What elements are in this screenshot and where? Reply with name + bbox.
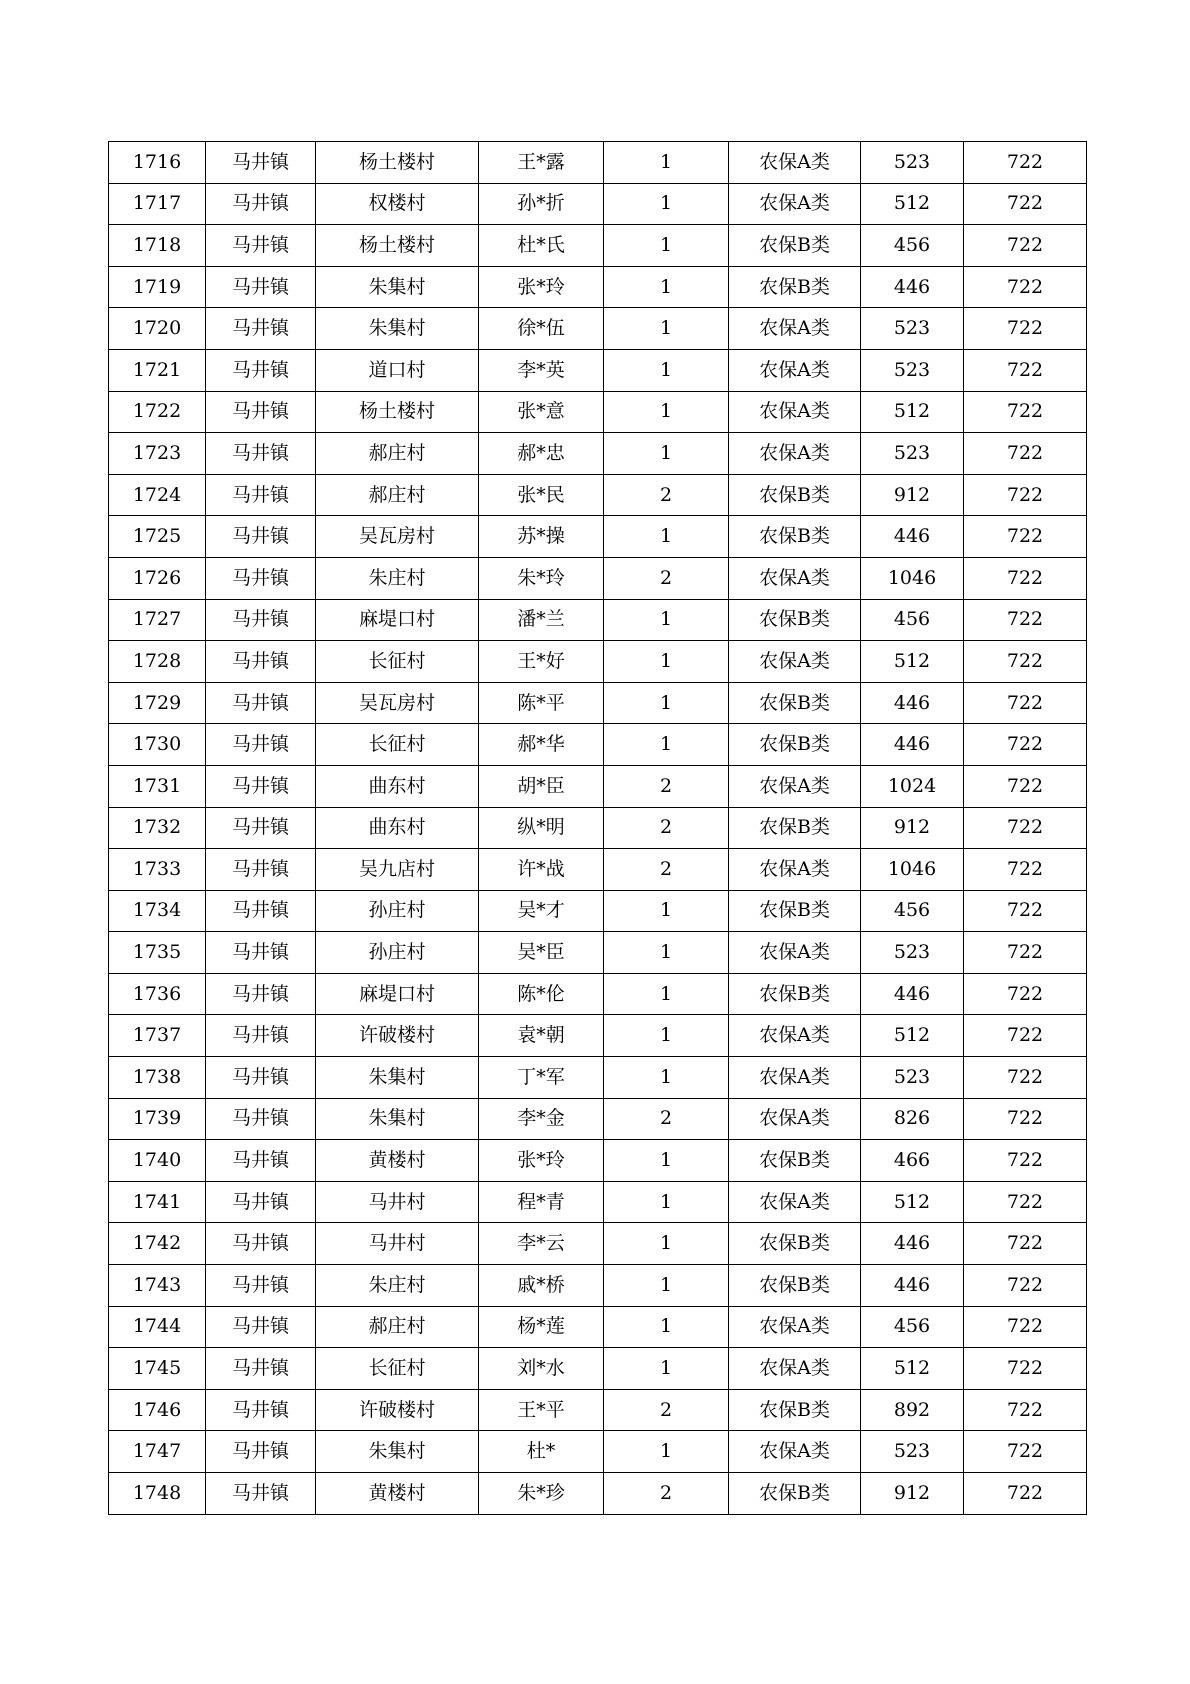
standard-cell: 722 xyxy=(964,1431,1087,1473)
amount-cell: 446 xyxy=(861,266,964,308)
village-cell: 长征村 xyxy=(316,724,479,766)
standard-cell: 722 xyxy=(964,890,1087,932)
village-cell: 朱庄村 xyxy=(316,1265,479,1307)
standard-cell: 722 xyxy=(964,599,1087,641)
name-cell: 李*英 xyxy=(479,349,604,391)
amount-cell: 446 xyxy=(861,682,964,724)
table-row xyxy=(109,266,1087,308)
standard-cell: 722 xyxy=(964,142,1087,184)
row-number-cell: 1735 xyxy=(109,932,206,974)
table-row xyxy=(109,1473,1087,1515)
category-cell: 农保A类 xyxy=(729,1098,861,1140)
town-cell: 马井镇 xyxy=(206,1473,316,1515)
row-number-cell: 1739 xyxy=(109,1098,206,1140)
standard-cell: 722 xyxy=(964,1181,1087,1223)
town-cell: 马井镇 xyxy=(206,765,316,807)
amount-cell: 512 xyxy=(861,391,964,433)
standard-cell: 722 xyxy=(964,1223,1087,1265)
standard-cell: 722 xyxy=(964,1473,1087,1515)
town-cell: 马井镇 xyxy=(206,308,316,350)
name-cell: 胡*臣 xyxy=(479,765,604,807)
row-number-cell: 1725 xyxy=(109,516,206,558)
row-number-cell: 1747 xyxy=(109,1431,206,1473)
amount-cell: 456 xyxy=(861,1306,964,1348)
village-cell: 长征村 xyxy=(316,641,479,683)
name-cell: 张*玲 xyxy=(479,266,604,308)
amount-cell: 912 xyxy=(861,474,964,516)
row-number-cell: 1742 xyxy=(109,1223,206,1265)
count-cell: 1 xyxy=(604,225,729,267)
amount-cell: 912 xyxy=(861,807,964,849)
amount-cell: 523 xyxy=(861,1431,964,1473)
village-cell: 杨土楼村 xyxy=(316,142,479,184)
name-cell: 潘*兰 xyxy=(479,599,604,641)
name-cell: 张*民 xyxy=(479,474,604,516)
count-cell: 1 xyxy=(604,1057,729,1099)
village-cell: 曲东村 xyxy=(316,765,479,807)
name-cell: 孙*折 xyxy=(479,183,604,225)
amount-cell: 523 xyxy=(861,142,964,184)
town-cell: 马井镇 xyxy=(206,557,316,599)
amount-cell: 456 xyxy=(861,890,964,932)
roster-table xyxy=(108,141,1087,1515)
table-row xyxy=(109,349,1087,391)
name-cell: 吴*才 xyxy=(479,890,604,932)
category-cell: 农保A类 xyxy=(729,391,861,433)
amount-cell: 1046 xyxy=(861,557,964,599)
table-row xyxy=(109,807,1087,849)
row-number-cell: 1723 xyxy=(109,433,206,475)
count-cell: 1 xyxy=(604,1015,729,1057)
village-cell: 麻堤口村 xyxy=(316,599,479,641)
village-cell: 朱庄村 xyxy=(316,557,479,599)
category-cell: 农保B类 xyxy=(729,225,861,267)
village-cell: 曲东村 xyxy=(316,807,479,849)
table-row xyxy=(109,1098,1087,1140)
name-cell: 李*云 xyxy=(479,1223,604,1265)
amount-cell: 456 xyxy=(861,225,964,267)
row-number-cell: 1728 xyxy=(109,641,206,683)
name-cell: 许*战 xyxy=(479,849,604,891)
row-number-cell: 1736 xyxy=(109,973,206,1015)
category-cell: 农保B类 xyxy=(729,682,861,724)
count-cell: 1 xyxy=(604,641,729,683)
name-cell: 杜* xyxy=(479,1431,604,1473)
standard-cell: 722 xyxy=(964,474,1087,516)
table-row xyxy=(109,973,1087,1015)
count-cell: 1 xyxy=(604,932,729,974)
town-cell: 马井镇 xyxy=(206,1223,316,1265)
category-cell: 农保A类 xyxy=(729,1057,861,1099)
table-row xyxy=(109,765,1087,807)
town-cell: 马井镇 xyxy=(206,433,316,475)
amount-cell: 523 xyxy=(861,433,964,475)
category-cell: 农保B类 xyxy=(729,973,861,1015)
category-cell: 农保B类 xyxy=(729,1265,861,1307)
category-cell: 农保B类 xyxy=(729,807,861,849)
amount-cell: 446 xyxy=(861,516,964,558)
name-cell: 吴*臣 xyxy=(479,932,604,974)
amount-cell: 456 xyxy=(861,599,964,641)
category-cell: 农保A类 xyxy=(729,142,861,184)
amount-cell: 523 xyxy=(861,1057,964,1099)
town-cell: 马井镇 xyxy=(206,807,316,849)
name-cell: 王*好 xyxy=(479,641,604,683)
count-cell: 1 xyxy=(604,1223,729,1265)
count-cell: 1 xyxy=(604,599,729,641)
village-cell: 朱集村 xyxy=(316,308,479,350)
village-cell: 朱集村 xyxy=(316,266,479,308)
row-number-cell: 1738 xyxy=(109,1057,206,1099)
village-cell: 孙庄村 xyxy=(316,890,479,932)
village-cell: 许破楼村 xyxy=(316,1389,479,1431)
count-cell: 1 xyxy=(604,433,729,475)
town-cell: 马井镇 xyxy=(206,849,316,891)
category-cell: 农保A类 xyxy=(729,765,861,807)
amount-cell: 523 xyxy=(861,932,964,974)
table-row xyxy=(109,932,1087,974)
town-cell: 马井镇 xyxy=(206,1015,316,1057)
table-row xyxy=(109,433,1087,475)
count-cell: 1 xyxy=(604,391,729,433)
standard-cell: 722 xyxy=(964,1098,1087,1140)
town-cell: 马井镇 xyxy=(206,682,316,724)
standard-cell: 722 xyxy=(964,1057,1087,1099)
village-cell: 郝庄村 xyxy=(316,1306,479,1348)
category-cell: 农保A类 xyxy=(729,641,861,683)
row-number-cell: 1740 xyxy=(109,1140,206,1182)
standard-cell: 722 xyxy=(964,183,1087,225)
category-cell: 农保A类 xyxy=(729,1431,861,1473)
row-number-cell: 1731 xyxy=(109,765,206,807)
village-cell: 麻堤口村 xyxy=(316,973,479,1015)
count-cell: 1 xyxy=(604,1306,729,1348)
table-row xyxy=(109,724,1087,766)
table-row xyxy=(109,1140,1087,1182)
village-cell: 杨土楼村 xyxy=(316,225,479,267)
count-cell: 1 xyxy=(604,1348,729,1390)
village-cell: 杨土楼村 xyxy=(316,391,479,433)
standard-cell: 722 xyxy=(964,266,1087,308)
standard-cell: 722 xyxy=(964,765,1087,807)
town-cell: 马井镇 xyxy=(206,516,316,558)
row-number-cell: 1745 xyxy=(109,1348,206,1390)
table-row xyxy=(109,1306,1087,1348)
category-cell: 农保B类 xyxy=(729,890,861,932)
name-cell: 苏*操 xyxy=(479,516,604,558)
table-row xyxy=(109,1015,1087,1057)
row-number-cell: 1732 xyxy=(109,807,206,849)
amount-cell: 446 xyxy=(861,1265,964,1307)
amount-cell: 446 xyxy=(861,724,964,766)
village-cell: 马井村 xyxy=(316,1181,479,1223)
table-body xyxy=(109,142,1087,1515)
standard-cell: 722 xyxy=(964,807,1087,849)
town-cell: 马井镇 xyxy=(206,1389,316,1431)
count-cell: 1 xyxy=(604,1265,729,1307)
standard-cell: 722 xyxy=(964,1348,1087,1390)
row-number-cell: 1722 xyxy=(109,391,206,433)
table-row xyxy=(109,516,1087,558)
category-cell: 农保A类 xyxy=(729,1015,861,1057)
village-cell: 马井村 xyxy=(316,1223,479,1265)
name-cell: 丁*军 xyxy=(479,1057,604,1099)
name-cell: 郝*华 xyxy=(479,724,604,766)
name-cell: 杜*氏 xyxy=(479,225,604,267)
table-row xyxy=(109,308,1087,350)
standard-cell: 722 xyxy=(964,641,1087,683)
count-cell: 2 xyxy=(604,765,729,807)
count-cell: 1 xyxy=(604,183,729,225)
town-cell: 马井镇 xyxy=(206,142,316,184)
standard-cell: 722 xyxy=(964,932,1087,974)
category-cell: 农保A类 xyxy=(729,433,861,475)
standard-cell: 722 xyxy=(964,557,1087,599)
count-cell: 2 xyxy=(604,474,729,516)
village-cell: 吴瓦房村 xyxy=(316,682,479,724)
name-cell: 王*平 xyxy=(479,1389,604,1431)
table-row xyxy=(109,1265,1087,1307)
table-row xyxy=(109,641,1087,683)
count-cell: 2 xyxy=(604,557,729,599)
town-cell: 马井镇 xyxy=(206,1181,316,1223)
village-cell: 郝庄村 xyxy=(316,433,479,475)
village-cell: 朱集村 xyxy=(316,1431,479,1473)
name-cell: 朱*玲 xyxy=(479,557,604,599)
row-number-cell: 1730 xyxy=(109,724,206,766)
row-number-cell: 1729 xyxy=(109,682,206,724)
town-cell: 马井镇 xyxy=(206,932,316,974)
town-cell: 马井镇 xyxy=(206,1140,316,1182)
category-cell: 农保A类 xyxy=(729,183,861,225)
standard-cell: 722 xyxy=(964,724,1087,766)
standard-cell: 722 xyxy=(964,225,1087,267)
name-cell: 徐*伍 xyxy=(479,308,604,350)
standard-cell: 722 xyxy=(964,308,1087,350)
row-number-cell: 1716 xyxy=(109,142,206,184)
amount-cell: 523 xyxy=(861,308,964,350)
count-cell: 1 xyxy=(604,308,729,350)
count-cell: 2 xyxy=(604,807,729,849)
name-cell: 王*露 xyxy=(479,142,604,184)
table-row xyxy=(109,1348,1087,1390)
count-cell: 1 xyxy=(604,1140,729,1182)
standard-cell: 722 xyxy=(964,516,1087,558)
name-cell: 郝*忠 xyxy=(479,433,604,475)
category-cell: 农保A类 xyxy=(729,349,861,391)
category-cell: 农保B类 xyxy=(729,474,861,516)
row-number-cell: 1744 xyxy=(109,1306,206,1348)
category-cell: 农保A类 xyxy=(729,1306,861,1348)
row-number-cell: 1727 xyxy=(109,599,206,641)
category-cell: 农保B类 xyxy=(729,516,861,558)
standard-cell: 722 xyxy=(964,1389,1087,1431)
count-cell: 1 xyxy=(604,349,729,391)
town-cell: 马井镇 xyxy=(206,1057,316,1099)
table-row xyxy=(109,474,1087,516)
table-row xyxy=(109,183,1087,225)
category-cell: 农保B类 xyxy=(729,599,861,641)
row-number-cell: 1737 xyxy=(109,1015,206,1057)
standard-cell: 722 xyxy=(964,682,1087,724)
amount-cell: 826 xyxy=(861,1098,964,1140)
amount-cell: 523 xyxy=(861,349,964,391)
table-row xyxy=(109,1181,1087,1223)
table-row xyxy=(109,849,1087,891)
amount-cell: 892 xyxy=(861,1389,964,1431)
standard-cell: 722 xyxy=(964,349,1087,391)
town-cell: 马井镇 xyxy=(206,225,316,267)
count-cell: 2 xyxy=(604,1098,729,1140)
category-cell: 农保A类 xyxy=(729,849,861,891)
table-row xyxy=(109,890,1087,932)
standard-cell: 722 xyxy=(964,1140,1087,1182)
name-cell: 戚*桥 xyxy=(479,1265,604,1307)
village-cell: 道口村 xyxy=(316,349,479,391)
standard-cell: 722 xyxy=(964,1306,1087,1348)
town-cell: 马井镇 xyxy=(206,1306,316,1348)
amount-cell: 1046 xyxy=(861,849,964,891)
row-number-cell: 1720 xyxy=(109,308,206,350)
town-cell: 马井镇 xyxy=(206,1431,316,1473)
standard-cell: 722 xyxy=(964,391,1087,433)
table-row xyxy=(109,1431,1087,1473)
row-number-cell: 1733 xyxy=(109,849,206,891)
amount-cell: 912 xyxy=(861,1473,964,1515)
count-cell: 1 xyxy=(604,973,729,1015)
row-number-cell: 1719 xyxy=(109,266,206,308)
row-number-cell: 1748 xyxy=(109,1473,206,1515)
amount-cell: 446 xyxy=(861,1223,964,1265)
row-number-cell: 1746 xyxy=(109,1389,206,1431)
village-cell: 黄楼村 xyxy=(316,1140,479,1182)
village-cell: 郝庄村 xyxy=(316,474,479,516)
amount-cell: 446 xyxy=(861,973,964,1015)
row-number-cell: 1734 xyxy=(109,890,206,932)
table-row xyxy=(109,225,1087,267)
standard-cell: 722 xyxy=(964,1015,1087,1057)
row-number-cell: 1721 xyxy=(109,349,206,391)
village-cell: 孙庄村 xyxy=(316,932,479,974)
name-cell: 朱*珍 xyxy=(479,1473,604,1515)
count-cell: 1 xyxy=(604,516,729,558)
town-cell: 马井镇 xyxy=(206,724,316,766)
village-cell: 许破楼村 xyxy=(316,1015,479,1057)
name-cell: 刘*水 xyxy=(479,1348,604,1390)
count-cell: 2 xyxy=(604,1389,729,1431)
town-cell: 马井镇 xyxy=(206,1348,316,1390)
category-cell: 农保B类 xyxy=(729,1223,861,1265)
row-number-cell: 1717 xyxy=(109,183,206,225)
standard-cell: 722 xyxy=(964,973,1087,1015)
category-cell: 农保A类 xyxy=(729,1181,861,1223)
category-cell: 农保B类 xyxy=(729,266,861,308)
category-cell: 农保B类 xyxy=(729,1140,861,1182)
town-cell: 马井镇 xyxy=(206,973,316,1015)
count-cell: 1 xyxy=(604,724,729,766)
table-row xyxy=(109,1389,1087,1431)
town-cell: 马井镇 xyxy=(206,1265,316,1307)
town-cell: 马井镇 xyxy=(206,349,316,391)
village-cell: 朱集村 xyxy=(316,1057,479,1099)
category-cell: 农保A类 xyxy=(729,1348,861,1390)
town-cell: 马井镇 xyxy=(206,183,316,225)
village-cell: 长征村 xyxy=(316,1348,479,1390)
table-row xyxy=(109,1057,1087,1099)
table-row xyxy=(109,1223,1087,1265)
town-cell: 马井镇 xyxy=(206,641,316,683)
village-cell: 黄楼村 xyxy=(316,1473,479,1515)
standard-cell: 722 xyxy=(964,433,1087,475)
category-cell: 农保A类 xyxy=(729,557,861,599)
standard-cell: 722 xyxy=(964,849,1087,891)
name-cell: 袁*朝 xyxy=(479,1015,604,1057)
village-cell: 权楼村 xyxy=(316,183,479,225)
category-cell: 农保A类 xyxy=(729,308,861,350)
table-row xyxy=(109,599,1087,641)
row-number-cell: 1741 xyxy=(109,1181,206,1223)
amount-cell: 1024 xyxy=(861,765,964,807)
name-cell: 陈*平 xyxy=(479,682,604,724)
name-cell: 纵*明 xyxy=(479,807,604,849)
name-cell: 张*玲 xyxy=(479,1140,604,1182)
row-number-cell: 1743 xyxy=(109,1265,206,1307)
category-cell: 农保B类 xyxy=(729,724,861,766)
count-cell: 2 xyxy=(604,1473,729,1515)
count-cell: 1 xyxy=(604,890,729,932)
category-cell: 农保A类 xyxy=(729,932,861,974)
town-cell: 马井镇 xyxy=(206,599,316,641)
row-number-cell: 1726 xyxy=(109,557,206,599)
amount-cell: 512 xyxy=(861,641,964,683)
village-cell: 吴九店村 xyxy=(316,849,479,891)
table-row xyxy=(109,142,1087,184)
table-row xyxy=(109,557,1087,599)
village-cell: 朱集村 xyxy=(316,1098,479,1140)
category-cell: 农保B类 xyxy=(729,1389,861,1431)
table-row xyxy=(109,682,1087,724)
name-cell: 杨*莲 xyxy=(479,1306,604,1348)
amount-cell: 512 xyxy=(861,183,964,225)
count-cell: 1 xyxy=(604,1181,729,1223)
name-cell: 李*金 xyxy=(479,1098,604,1140)
row-number-cell: 1724 xyxy=(109,474,206,516)
count-cell: 2 xyxy=(604,849,729,891)
standard-cell: 722 xyxy=(964,1265,1087,1307)
amount-cell: 512 xyxy=(861,1348,964,1390)
town-cell: 马井镇 xyxy=(206,1098,316,1140)
table-row xyxy=(109,391,1087,433)
name-cell: 程*青 xyxy=(479,1181,604,1223)
count-cell: 1 xyxy=(604,266,729,308)
row-number-cell: 1718 xyxy=(109,225,206,267)
count-cell: 1 xyxy=(604,142,729,184)
town-cell: 马井镇 xyxy=(206,890,316,932)
village-cell: 吴瓦房村 xyxy=(316,516,479,558)
town-cell: 马井镇 xyxy=(206,474,316,516)
amount-cell: 466 xyxy=(861,1140,964,1182)
amount-cell: 512 xyxy=(861,1181,964,1223)
category-cell: 农保B类 xyxy=(729,1473,861,1515)
amount-cell: 512 xyxy=(861,1015,964,1057)
town-cell: 马井镇 xyxy=(206,266,316,308)
count-cell: 1 xyxy=(604,1431,729,1473)
count-cell: 1 xyxy=(604,682,729,724)
town-cell: 马井镇 xyxy=(206,391,316,433)
name-cell: 陈*伦 xyxy=(479,973,604,1015)
name-cell: 张*意 xyxy=(479,391,604,433)
